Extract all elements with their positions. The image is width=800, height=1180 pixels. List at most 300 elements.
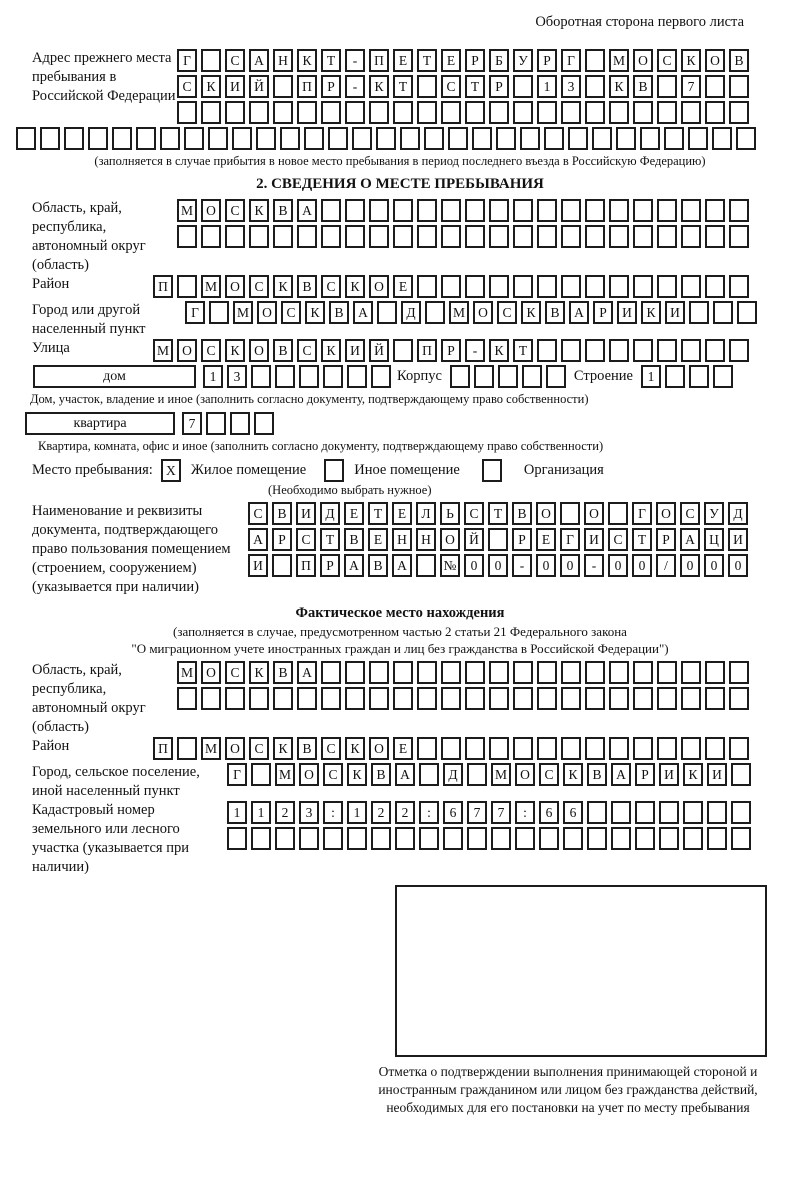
char-cell[interactable]: 6 (443, 801, 463, 824)
char-cell[interactable] (177, 737, 197, 760)
char-cell[interactable] (657, 339, 677, 362)
char-cell[interactable] (657, 737, 677, 760)
char-cell[interactable] (273, 101, 293, 124)
char-cell[interactable]: Р (272, 528, 292, 551)
char-cell[interactable] (465, 101, 485, 124)
char-cell[interactable]: - (345, 49, 365, 72)
char-cell[interactable] (546, 365, 566, 388)
char-cell[interactable] (416, 554, 436, 577)
char-cell[interactable]: 0 (536, 554, 556, 577)
char-cell[interactable] (112, 127, 132, 150)
char-cell[interactable] (657, 687, 677, 710)
char-cell[interactable]: С (680, 502, 700, 525)
char-cell[interactable]: М (609, 49, 629, 72)
char-cell[interactable] (272, 554, 292, 577)
char-cell[interactable] (585, 687, 605, 710)
char-cell[interactable] (609, 737, 629, 760)
char-cell[interactable]: 2 (395, 801, 415, 824)
char-cell[interactable] (609, 661, 629, 684)
char-cell[interactable] (585, 339, 605, 362)
char-cell[interactable]: Р (465, 49, 485, 72)
char-cell[interactable]: С (225, 661, 245, 684)
char-cell[interactable] (635, 801, 655, 824)
char-cell[interactable] (513, 199, 533, 222)
char-cell[interactable] (256, 127, 276, 150)
char-cell[interactable]: Р (489, 75, 509, 98)
char-cell[interactable]: 7 (681, 75, 701, 98)
char-cell[interactable] (561, 199, 581, 222)
char-cell[interactable]: № (440, 554, 460, 577)
char-cell[interactable]: С (321, 737, 341, 760)
char-cell[interactable] (443, 827, 463, 850)
char-cell[interactable]: Т (417, 49, 437, 72)
char-cell[interactable] (705, 225, 725, 248)
char-cell[interactable] (729, 661, 749, 684)
char-cell[interactable] (254, 412, 274, 435)
char-cell[interactable] (251, 365, 271, 388)
char-cell[interactable] (585, 661, 605, 684)
char-cell[interactable]: Р (635, 763, 655, 786)
char-cell[interactable]: У (704, 502, 724, 525)
char-cell[interactable]: Б (489, 49, 509, 72)
char-cell[interactable] (681, 687, 701, 710)
char-cell[interactable]: В (587, 763, 607, 786)
char-cell[interactable] (465, 661, 485, 684)
char-cell[interactable] (705, 661, 725, 684)
char-cell[interactable] (713, 301, 733, 324)
char-cell[interactable] (467, 763, 487, 786)
char-cell[interactable]: М (153, 339, 173, 362)
char-cell[interactable] (441, 225, 461, 248)
char-cell[interactable]: 1 (537, 75, 557, 98)
char-cell[interactable]: Г (632, 502, 652, 525)
char-cell[interactable]: М (491, 763, 511, 786)
char-cell[interactable]: К (273, 737, 293, 760)
char-cell[interactable]: - (345, 75, 365, 98)
char-cell[interactable]: И (345, 339, 365, 362)
char-cell[interactable]: С (201, 339, 221, 362)
char-cell[interactable]: А (297, 661, 317, 684)
char-cell[interactable] (729, 737, 749, 760)
char-cell[interactable]: А (344, 554, 364, 577)
char-cell[interactable]: 7 (491, 801, 511, 824)
char-cell[interactable]: В (272, 502, 292, 525)
char-cell[interactable]: П (153, 275, 173, 298)
char-cell[interactable]: К (225, 339, 245, 362)
char-cell[interactable]: А (392, 554, 412, 577)
char-cell[interactable] (496, 127, 516, 150)
char-cell[interactable]: К (521, 301, 541, 324)
char-cell[interactable]: А (353, 301, 373, 324)
char-cell[interactable] (707, 827, 727, 850)
char-cell[interactable] (539, 827, 559, 850)
char-cell[interactable]: М (449, 301, 469, 324)
char-cell[interactable]: Р (320, 554, 340, 577)
char-cell[interactable]: И (728, 528, 748, 551)
char-cell[interactable]: 0 (488, 554, 508, 577)
char-cell[interactable] (472, 127, 492, 150)
char-cell[interactable] (465, 737, 485, 760)
char-cell[interactable] (705, 101, 725, 124)
char-cell[interactable] (729, 339, 749, 362)
char-cell[interactable]: Т (393, 75, 413, 98)
char-cell[interactable] (249, 687, 269, 710)
char-cell[interactable]: О (656, 502, 676, 525)
char-cell[interactable]: К (345, 275, 365, 298)
char-cell[interactable] (465, 225, 485, 248)
char-cell[interactable]: Й (464, 528, 484, 551)
char-cell[interactable]: О (225, 737, 245, 760)
char-cell[interactable]: Г (177, 49, 197, 72)
char-cell[interactable]: М (201, 737, 221, 760)
char-cell[interactable] (705, 737, 725, 760)
char-cell[interactable]: В (729, 49, 749, 72)
char-cell[interactable] (585, 75, 605, 98)
char-cell[interactable]: Е (441, 49, 461, 72)
char-cell[interactable]: 0 (704, 554, 724, 577)
char-cell[interactable] (273, 75, 293, 98)
char-cell[interactable] (561, 661, 581, 684)
char-cell[interactable] (488, 528, 508, 551)
char-cell[interactable]: Ц (704, 528, 724, 551)
char-cell[interactable]: : (515, 801, 535, 824)
char-cell[interactable]: С (441, 75, 461, 98)
char-cell[interactable] (513, 225, 533, 248)
char-cell[interactable] (681, 225, 701, 248)
char-cell[interactable]: Т (488, 502, 508, 525)
char-cell[interactable] (633, 275, 653, 298)
char-cell[interactable] (369, 687, 389, 710)
char-cell[interactable]: О (440, 528, 460, 551)
char-cell[interactable]: О (633, 49, 653, 72)
char-cell[interactable] (683, 827, 703, 850)
char-cell[interactable] (345, 661, 365, 684)
char-cell[interactable] (681, 101, 701, 124)
char-cell[interactable] (688, 127, 708, 150)
char-cell[interactable] (450, 365, 470, 388)
char-cell[interactable] (201, 101, 221, 124)
char-cell[interactable] (206, 412, 226, 435)
char-cell[interactable] (177, 101, 197, 124)
char-cell[interactable] (393, 661, 413, 684)
char-cell[interactable] (376, 127, 396, 150)
char-cell[interactable] (489, 275, 509, 298)
char-cell[interactable] (609, 339, 629, 362)
char-cell[interactable] (16, 127, 36, 150)
char-cell[interactable]: О (515, 763, 535, 786)
char-cell[interactable] (705, 75, 725, 98)
char-cell[interactable] (280, 127, 300, 150)
char-cell[interactable] (568, 127, 588, 150)
char-cell[interactable] (424, 127, 444, 150)
char-cell[interactable]: Т (320, 528, 340, 551)
char-cell[interactable] (417, 101, 437, 124)
char-cell[interactable] (522, 365, 542, 388)
char-cell[interactable]: Г (560, 528, 580, 551)
char-cell[interactable] (729, 101, 749, 124)
char-cell[interactable] (393, 199, 413, 222)
char-cell[interactable] (705, 199, 725, 222)
char-cell[interactable] (587, 827, 607, 850)
char-cell[interactable] (371, 365, 391, 388)
char-cell[interactable] (208, 127, 228, 150)
char-cell[interactable] (249, 225, 269, 248)
char-cell[interactable]: И (225, 75, 245, 98)
char-cell[interactable] (520, 127, 540, 150)
char-cell[interactable] (489, 199, 509, 222)
char-cell[interactable]: Й (249, 75, 269, 98)
char-cell[interactable]: И (659, 763, 679, 786)
char-cell[interactable]: Н (416, 528, 436, 551)
char-cell[interactable]: С (296, 528, 316, 551)
char-cell[interactable]: С (497, 301, 517, 324)
char-cell[interactable] (657, 661, 677, 684)
char-cell[interactable]: И (617, 301, 637, 324)
char-cell[interactable] (249, 101, 269, 124)
char-cell[interactable] (377, 301, 397, 324)
char-cell[interactable] (609, 199, 629, 222)
char-cell[interactable] (465, 199, 485, 222)
char-cell[interactable]: О (299, 763, 319, 786)
char-cell[interactable] (441, 737, 461, 760)
char-cell[interactable]: 3 (227, 365, 247, 388)
char-cell[interactable]: Д (443, 763, 463, 786)
char-cell[interactable]: К (347, 763, 367, 786)
char-cell[interactable] (713, 365, 733, 388)
char-cell[interactable] (513, 275, 533, 298)
char-cell[interactable]: Р (321, 75, 341, 98)
char-cell[interactable]: 0 (464, 554, 484, 577)
char-cell[interactable] (633, 661, 653, 684)
char-cell[interactable]: С (321, 275, 341, 298)
char-cell[interactable] (209, 301, 229, 324)
char-cell[interactable] (321, 199, 341, 222)
char-cell[interactable] (40, 127, 60, 150)
char-cell[interactable] (537, 101, 557, 124)
char-cell[interactable]: К (641, 301, 661, 324)
char-cell[interactable] (705, 339, 725, 362)
char-cell[interactable] (665, 365, 685, 388)
char-cell[interactable] (585, 199, 605, 222)
char-cell[interactable]: 1 (227, 801, 247, 824)
char-cell[interactable]: У (513, 49, 533, 72)
char-cell[interactable]: 0 (632, 554, 652, 577)
char-cell[interactable] (640, 127, 660, 150)
char-cell[interactable] (657, 199, 677, 222)
char-cell[interactable] (352, 127, 372, 150)
char-cell[interactable] (585, 49, 605, 72)
char-cell[interactable] (393, 687, 413, 710)
char-cell[interactable]: С (248, 502, 268, 525)
char-cell[interactable] (609, 275, 629, 298)
char-cell[interactable] (657, 275, 677, 298)
char-cell[interactable]: X (161, 459, 181, 482)
char-cell[interactable]: В (371, 763, 391, 786)
char-cell[interactable]: С (177, 75, 197, 98)
char-cell[interactable]: П (369, 49, 389, 72)
char-cell[interactable]: И (248, 554, 268, 577)
char-cell[interactable]: О (369, 737, 389, 760)
char-cell[interactable] (64, 127, 84, 150)
char-cell[interactable]: О (249, 339, 269, 362)
char-cell[interactable]: 0 (608, 554, 628, 577)
char-cell[interactable] (482, 459, 502, 482)
char-cell[interactable] (177, 225, 197, 248)
char-cell[interactable] (417, 737, 437, 760)
char-cell[interactable]: Д (728, 502, 748, 525)
char-cell[interactable] (609, 225, 629, 248)
char-cell[interactable]: 6 (539, 801, 559, 824)
char-cell[interactable]: Г (227, 763, 247, 786)
char-cell[interactable] (633, 101, 653, 124)
char-cell[interactable] (592, 127, 612, 150)
char-cell[interactable] (489, 225, 509, 248)
char-cell[interactable] (537, 661, 557, 684)
char-cell[interactable] (225, 225, 245, 248)
char-cell[interactable]: В (512, 502, 532, 525)
char-cell[interactable] (683, 801, 703, 824)
char-cell[interactable] (585, 275, 605, 298)
char-cell[interactable]: А (395, 763, 415, 786)
char-cell[interactable]: К (273, 275, 293, 298)
char-cell[interactable]: С (281, 301, 301, 324)
char-cell[interactable]: Й (369, 339, 389, 362)
char-cell[interactable] (393, 101, 413, 124)
char-cell[interactable]: М (201, 275, 221, 298)
char-cell[interactable]: 2 (371, 801, 391, 824)
char-cell[interactable] (633, 339, 653, 362)
char-cell[interactable]: Г (561, 49, 581, 72)
char-cell[interactable]: Е (392, 502, 412, 525)
char-cell[interactable] (225, 101, 245, 124)
char-cell[interactable] (561, 737, 581, 760)
char-cell[interactable]: Н (392, 528, 412, 551)
char-cell[interactable] (273, 687, 293, 710)
char-cell[interactable]: А (680, 528, 700, 551)
char-cell[interactable] (657, 225, 677, 248)
char-cell[interactable] (324, 459, 344, 482)
char-cell[interactable] (251, 827, 271, 850)
char-cell[interactable] (201, 225, 221, 248)
char-cell[interactable] (299, 365, 319, 388)
char-cell[interactable] (608, 502, 628, 525)
char-cell[interactable] (417, 199, 437, 222)
char-cell[interactable]: С (249, 737, 269, 760)
char-cell[interactable] (513, 101, 533, 124)
char-cell[interactable] (419, 763, 439, 786)
char-cell[interactable] (393, 339, 413, 362)
char-cell[interactable] (417, 687, 437, 710)
char-cell[interactable] (729, 225, 749, 248)
char-cell[interactable] (731, 827, 751, 850)
char-cell[interactable] (400, 127, 420, 150)
char-cell[interactable]: 0 (728, 554, 748, 577)
char-cell[interactable] (561, 275, 581, 298)
char-cell[interactable] (729, 275, 749, 298)
char-cell[interactable]: П (417, 339, 437, 362)
char-cell[interactable]: А (569, 301, 589, 324)
char-cell[interactable] (561, 339, 581, 362)
char-cell[interactable]: Т (513, 339, 533, 362)
char-cell[interactable] (371, 827, 391, 850)
char-cell[interactable] (729, 687, 749, 710)
char-cell[interactable] (465, 275, 485, 298)
char-cell[interactable]: - (584, 554, 604, 577)
char-cell[interactable] (585, 225, 605, 248)
char-cell[interactable] (474, 365, 494, 388)
char-cell[interactable] (441, 687, 461, 710)
char-cell[interactable]: В (297, 737, 317, 760)
char-cell[interactable] (585, 101, 605, 124)
char-cell[interactable]: 1 (203, 365, 223, 388)
char-cell[interactable]: Е (536, 528, 556, 551)
char-cell[interactable]: С (249, 275, 269, 298)
char-cell[interactable]: Е (393, 737, 413, 760)
char-cell[interactable] (681, 275, 701, 298)
char-cell[interactable] (537, 199, 557, 222)
char-cell[interactable] (737, 301, 757, 324)
char-cell[interactable] (441, 661, 461, 684)
char-cell[interactable] (513, 661, 533, 684)
char-cell[interactable] (585, 737, 605, 760)
char-cell[interactable]: - (465, 339, 485, 362)
char-cell[interactable] (489, 737, 509, 760)
char-cell[interactable]: О (225, 275, 245, 298)
char-cell[interactable]: 3 (561, 75, 581, 98)
char-cell[interactable]: К (489, 339, 509, 362)
char-cell[interactable]: С (225, 199, 245, 222)
char-cell[interactable]: О (369, 275, 389, 298)
char-cell[interactable]: И (707, 763, 727, 786)
char-cell[interactable] (347, 827, 367, 850)
char-cell[interactable]: 7 (182, 412, 202, 435)
char-cell[interactable] (561, 101, 581, 124)
char-cell[interactable]: : (419, 801, 439, 824)
char-cell[interactable]: К (609, 75, 629, 98)
char-cell[interactable] (393, 225, 413, 248)
char-cell[interactable]: 3 (299, 801, 319, 824)
char-cell[interactable]: Р (593, 301, 613, 324)
char-cell[interactable] (347, 365, 367, 388)
char-cell[interactable]: Д (320, 502, 340, 525)
char-cell[interactable] (633, 737, 653, 760)
char-cell[interactable]: Р (537, 49, 557, 72)
char-cell[interactable] (729, 199, 749, 222)
char-cell[interactable]: Л (416, 502, 436, 525)
char-cell[interactable] (177, 275, 197, 298)
char-cell[interactable] (681, 339, 701, 362)
char-cell[interactable] (184, 127, 204, 150)
char-cell[interactable] (369, 661, 389, 684)
char-cell[interactable] (659, 801, 679, 824)
char-cell[interactable] (616, 127, 636, 150)
char-cell[interactable]: Е (368, 528, 388, 551)
char-cell[interactable]: О (584, 502, 604, 525)
char-cell[interactable]: В (329, 301, 349, 324)
char-cell[interactable]: К (249, 661, 269, 684)
char-cell[interactable]: К (345, 737, 365, 760)
char-cell[interactable]: А (249, 49, 269, 72)
char-cell[interactable] (465, 687, 485, 710)
char-cell[interactable]: К (369, 75, 389, 98)
char-cell[interactable]: М (177, 199, 197, 222)
char-cell[interactable] (230, 412, 250, 435)
char-cell[interactable] (345, 687, 365, 710)
char-cell[interactable]: П (297, 75, 317, 98)
char-cell[interactable]: К (201, 75, 221, 98)
char-cell[interactable] (441, 275, 461, 298)
char-cell[interactable] (633, 199, 653, 222)
